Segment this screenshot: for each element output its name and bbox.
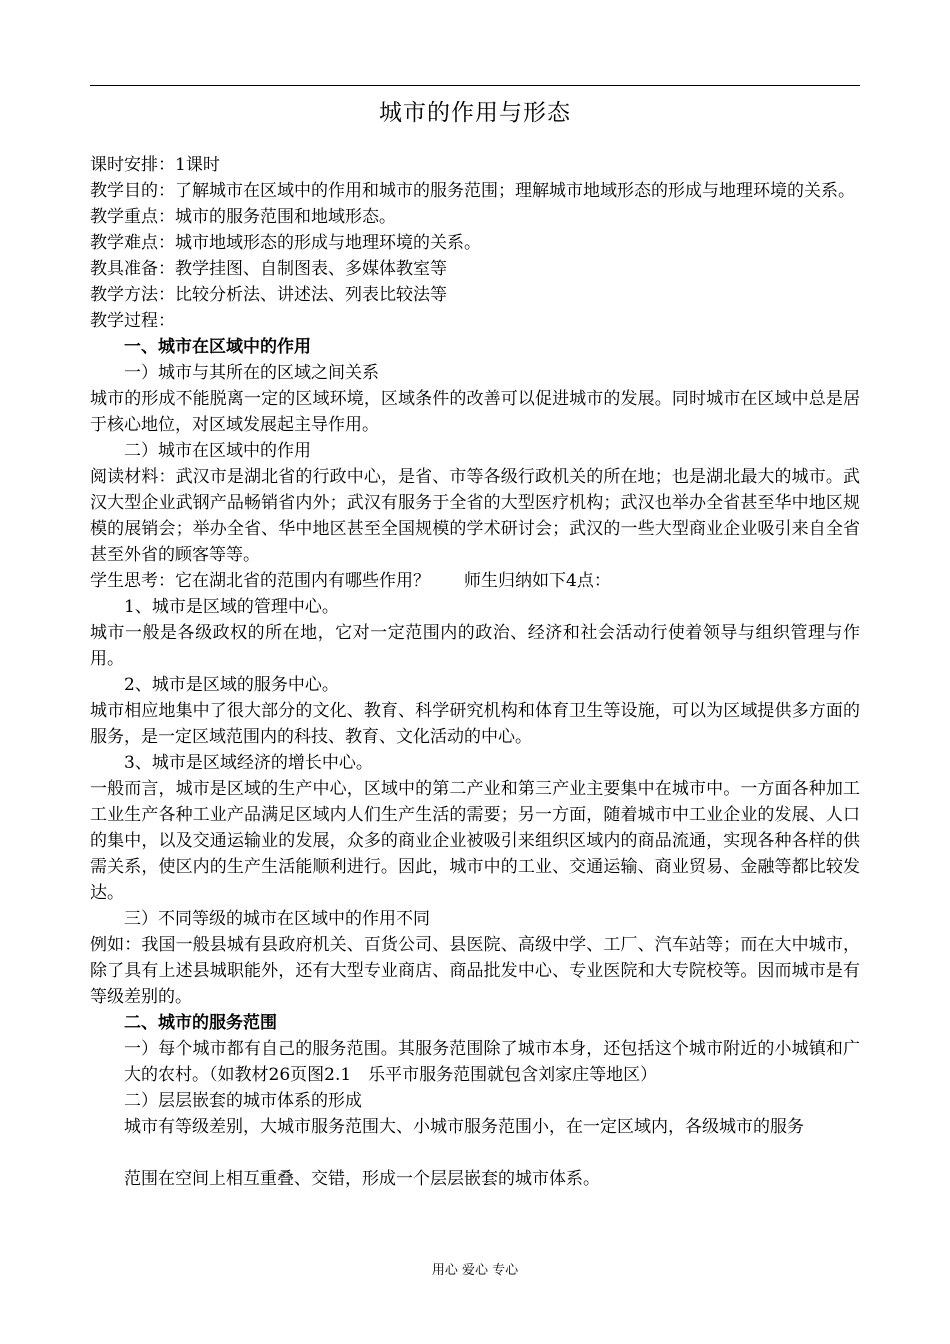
section2-heading: 二、城市的服务范围 — [124, 1013, 277, 1033]
section1-heading: 一、城市在区域中的作用 — [124, 337, 311, 357]
header-rule — [90, 85, 860, 86]
point2-title: 2、城市是区域的服务中心。 — [124, 675, 339, 695]
page-title: 城市的作用与形态 — [379, 100, 571, 126]
paragraph-gap — [90, 1140, 860, 1166]
schedule-line: 课时安排：1课时 — [90, 155, 220, 175]
student-question: 学生思考：它在湖北省的范围内有哪些作用？ 师生归纳如下4点： — [90, 571, 611, 591]
tools-line: 教具准备：教学挂图、自制图表、多媒体教室等 — [90, 259, 447, 279]
reading-material: 阅读材料：武汉市是湖北省的行政中心，是省、市等各级行政机关的所在地；也是湖北最大的城市。武汉大型企业武钢产品畅销省内外；武汉有服务于全省的大型医疗机构；武汉也举办全省甚至华中地区规模的展销会；举办全省、华中地区甚至全国规模的学术研讨会；武汉的一些大型商业企业吸引来自全省甚至外省的顾客等等。 — [90, 467, 860, 565]
point1-text: 城市一般是各级政权的所在地，它对一定范围内的政治、经济和社会活动行使着领导与组织管理与作用。 — [90, 623, 860, 669]
point2-text: 城市相应地集中了很大部分的文化、教育、科学研究机构和体育卫生等设施，可以为区域提供多方面的服务，是一定区域范围内的科技、教育、文化活动的中心。 — [90, 701, 860, 747]
section1-para3: 例如：我国一般县城有县政府机关、百货公司、县医院、高级中学、工厂、汽车站等；而在大中城市，除了具有上述县城职能外，还有大型专业商店、商品批发中心、专业医院和大专院校等。因而城市是有等级差别的。 — [90, 935, 860, 1007]
point3-title: 3、城市是区域经济的增长中心。 — [124, 753, 373, 773]
point1-title: 1、城市是区域的管理中心。 — [124, 597, 339, 617]
section1-sub3: 三）不同等级的城市在区域中的作用不同 — [124, 909, 430, 929]
difficulty-line: 教学难点：城市地域形态的形成与地理环境的关系。 — [90, 233, 481, 253]
section1-sub1: 一）城市与其所在的区域之间关系 — [124, 363, 379, 383]
section2-sub2: 二）层层嵌套的城市体系的形成 — [124, 1091, 362, 1111]
section2-para-a: 城市有等级差别，大城市服务范围大、小城市服务范围小，在一定区域内，各级城市的服务 — [124, 1117, 804, 1137]
section2-sub1: 一）每个城市都有自己的服务范围。其服务范围除了城市本身，还包括这个城市附近的小城镇和广大的农村。（如教材26页图2.1 乐平市服务范围就包含刘家庄等地区） — [124, 1039, 860, 1085]
page-footer: 用心 爱心 专心 — [431, 1263, 519, 1278]
document-body — [90, 152, 860, 1192]
goal-line: 教学目的：了解城市在区域中的作用和城市的服务范围；理解城市地域形态的形成与地理环境的关系。 — [90, 181, 855, 201]
process-line: 教学过程： — [90, 311, 175, 331]
section1-sub2: 二）城市在区域中的作用 — [124, 441, 311, 461]
section2-para-b: 范围在空间上相互重叠、交错，形成一个层层嵌套的城市体系。 — [124, 1169, 600, 1189]
key-point-line: 教学重点：城市的服务范围和地域形态。 — [90, 207, 396, 227]
section1-para1: 城市的形成不能脱离一定的区域环境，区域条件的改善可以促进城市的发展。同时城市在区域中总是居于核心地位，对区域发展起主导作用。 — [90, 389, 860, 435]
methods-line: 教学方法：比较分析法、讲述法、列表比较法等 — [90, 285, 447, 305]
point3-text: 一般而言，城市是区域的生产中心，区域中的第二产业和第三产业主要集中在城市中。一方面各种加工工业生产各种工业产品满足区域内人们生产生活的需要；另一方面，随着城市中工业企业的发展、人口的集中，以及交通运输业的发展，众多的商业企业被吸引来组织区域内的商品流通，实现各种各样的供需关系，使区内的生产生活能顺利进行。因此，城市中的工业、交通运输、商业贸易、金融等都比较发达。 — [90, 779, 860, 903]
